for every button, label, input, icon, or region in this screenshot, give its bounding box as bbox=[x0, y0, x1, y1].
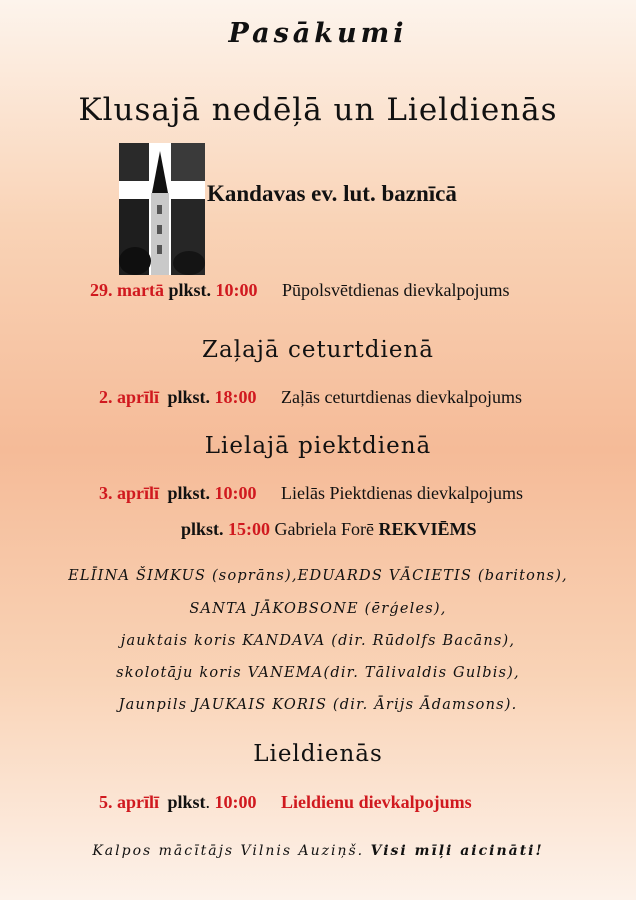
performer-line: SANTA JĀKOBSONE (ērģeles), bbox=[189, 601, 447, 617]
event-date: 29. martā bbox=[90, 280, 164, 300]
event-requiem bbox=[181, 519, 477, 540]
event-plkst: plkst. bbox=[181, 519, 224, 539]
event-good-friday bbox=[99, 483, 523, 504]
church-name: Kandavas ev. lut. baznīcā bbox=[207, 181, 457, 206]
event-maundy-thursday bbox=[99, 387, 522, 408]
performer-line: ELĪINA ŠIMKUS (soprāns),EDUARDS VĀCIETIS (baritons), bbox=[68, 568, 568, 584]
heading-good-friday: Lielajā piektdienā bbox=[204, 433, 432, 459]
event-easter bbox=[99, 792, 472, 813]
event-time: 15:00 bbox=[228, 519, 271, 539]
event-description: Pūpolsvētdienas dievkalpojums bbox=[282, 280, 510, 300]
invitation: Visi mīļi aicināti! bbox=[370, 843, 544, 859]
footer-note bbox=[0, 843, 636, 859]
event-plkst: plkst bbox=[167, 792, 206, 812]
performer-line: jauktais koris KANDAVA (dir. Rūdolfs Bacāns), bbox=[120, 633, 516, 649]
event-plkst: plkst. bbox=[167, 387, 211, 407]
pastor-note: Kalpos mācītājs Vilnis Auziņš. bbox=[92, 843, 365, 859]
heading-easter: Lieldienās bbox=[253, 741, 383, 767]
event-palm-sunday bbox=[90, 280, 510, 301]
page-subtitle: Klusajā nedēļā un Lieldienās bbox=[78, 92, 558, 128]
event-date: 5. aprīlī bbox=[99, 792, 160, 812]
event-plkst-dot: . bbox=[205, 792, 211, 812]
church-cross-image bbox=[119, 143, 205, 275]
event-description: Lieldienu dievkalpojums bbox=[281, 792, 472, 812]
page-title: Pasākumi bbox=[228, 18, 408, 49]
performer-line: skolotāju koris VANEMA(dir. Tālivaldis Gulbis), bbox=[116, 665, 520, 681]
event-time: 10:00 bbox=[215, 280, 258, 300]
event-plkst: plkst. bbox=[167, 483, 211, 503]
event-description: Lielās Piektdienas dievkalpojums bbox=[281, 483, 524, 503]
event-plkst: plkst. bbox=[168, 280, 212, 300]
event-date: 2. aprīlī bbox=[99, 387, 160, 407]
event-time: 10:00 bbox=[214, 483, 257, 503]
composer: Gabriela Forē bbox=[274, 519, 374, 539]
event-time: 10:00 bbox=[214, 792, 257, 812]
performer-line: Jaunpils JAUKAIS KORIS (dir. Ārijs Ādamsons). bbox=[118, 697, 518, 713]
event-time: 18:00 bbox=[214, 387, 257, 407]
heading-maundy-thursday: Zaļajā ceturtdienā bbox=[202, 337, 434, 363]
event-date: 3. aprīlī bbox=[99, 483, 160, 503]
requiem-title: REKVIĒMS bbox=[378, 519, 477, 539]
event-description: Zaļās ceturtdienas dievkalpojums bbox=[281, 387, 522, 407]
